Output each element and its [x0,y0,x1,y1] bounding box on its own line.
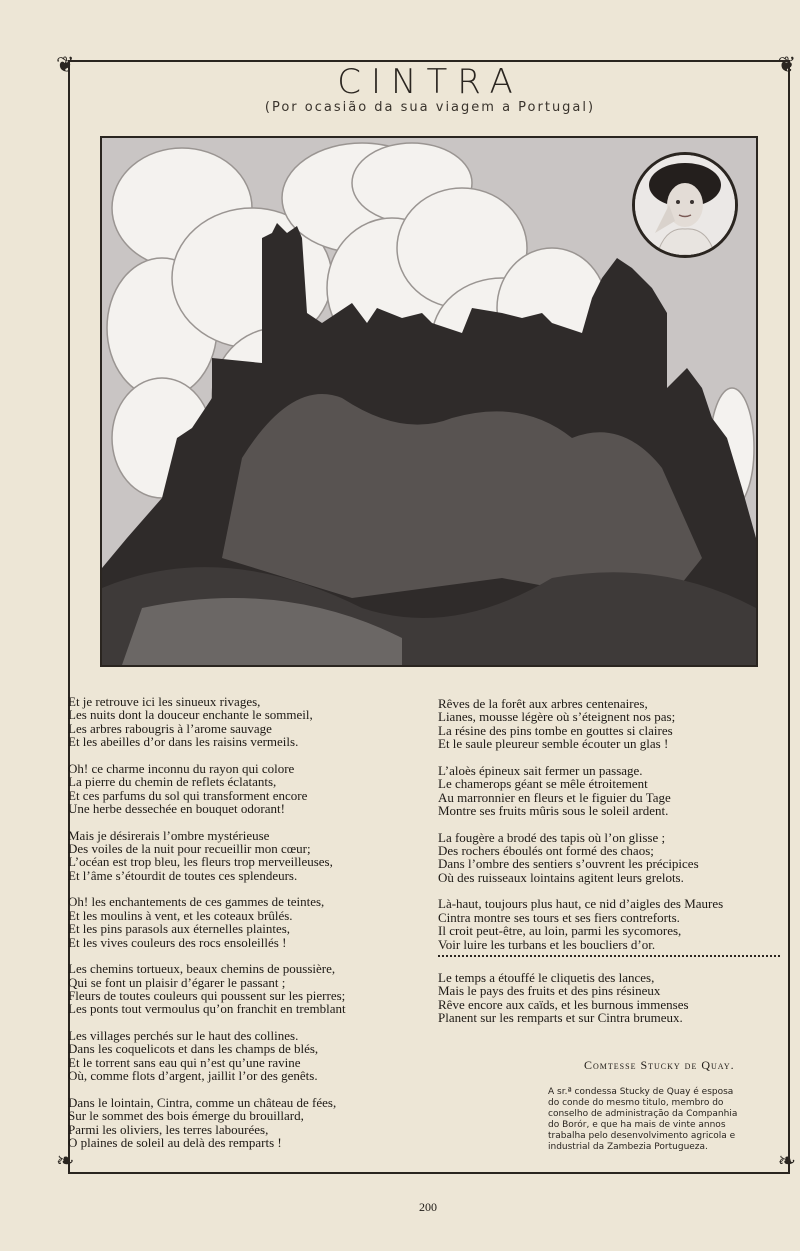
stanza [438,897,788,951]
corner-ornament-top-right: ❦ [777,52,796,77]
poem-line: Parmi les oliviers, les terres labourées, [68,1121,269,1137]
poem-line: Les chemins tortueux, beaux chemins de poussière, [68,961,336,977]
poem-line: Et ces parfums du sol qui transforment encore [68,787,308,803]
stanza [438,831,788,885]
author-signature: Comtesse Stucky de Quay. [584,1058,735,1072]
poem-line: Et je retrouve ici les sinueux rivages, [68,694,261,709]
portrait-photo [632,152,738,258]
stanza [438,697,788,751]
poem-line: Les arbres rabougris à l’arome sauvage [68,720,272,736]
poem-right-column [438,697,788,1038]
note-line: do Borór, e que ha mais de vinte annos [548,1120,726,1130]
poem-line: Et l’âme s’étourdit de toutes ces splendeurs. [68,867,298,883]
poem-line: La fougère a brodé des tapis où l’on glisse ; [438,829,666,845]
poem-line: Là-haut, toujours plus haut, ce nid d’aigles des Maures [438,896,724,912]
poem-line: O plaines de soleil au delà des remparts ! [68,1135,282,1151]
poem-line: Et le saule pleureur semble écouter un glas ! [438,736,669,752]
poem-line: La résine des pins tombe en gouttes si claires [438,722,673,738]
poem-line: Où des ruisseaux lointains agitent leurs grelots. [438,869,684,885]
poem-line: La pierre du chemin de reflets éclatants, [68,774,277,790]
corner-ornament-top-left: ❦ [56,52,75,77]
stanza [68,695,423,749]
corner-ornament-bottom-left: ❧ [56,1148,75,1173]
poem-line: Qui se font un plaisir d’égarer le passant ; [68,974,286,990]
poem-left-column [68,695,423,1163]
page-subtitle: (Por ocasião da sua viagem a Portugal) [264,100,596,115]
author-note [548,1087,786,1153]
stanza [438,764,788,818]
poem-line: Oh! les enchantements de ces gammes de teintes, [68,894,325,910]
dotted-separator [438,955,780,957]
note-line: trabalha pelo desenvolvimento agricola e [548,1131,736,1141]
poem-line: Cintra montre ses tours et ses fiers contreforts. [438,909,680,925]
poem-line: Voir luire les turbans et les boucliers d’or. [438,936,656,952]
poem-line: Les villages perchés sur le haut des collines. [68,1028,299,1044]
poem-line: Dans le lointain, Cintra, comme un château de fées, [68,1094,337,1110]
poem-line: Les nuits dont la douceur enchante le sommeil, [68,707,313,723]
note-line: industrial da Zambezia Portugueza. [548,1142,708,1152]
poem-line: Et le torrent sans eau qui n’est qu’une ravine [68,1054,301,1070]
poem-line: Le temps a étouffé le cliquetis des lances, [438,970,655,986]
poem-line: Le chamerops géant se mêle étroitement [438,776,648,792]
stanza [68,829,423,883]
poem-line: Dans les coquelicots et dans les champs de blés, [68,1041,319,1057]
poem-line: Et les moulins à vent, et les coteaux brûlés. [68,907,293,923]
page-title: CINTRA [337,62,523,102]
stanza [68,1096,423,1150]
stanza [68,962,423,1016]
poem-line: Au marronnier en fleurs et le figuier du Tage [438,789,671,805]
poem-line: Et les abeilles d’or dans les raisins vermeils. [68,734,299,750]
note-line: conselho de administração da Companhia [548,1109,738,1119]
poem-line: Une herbe dessechée en bouquet odorant! [68,801,285,817]
corner-ornament-bottom-right: ❧ [777,1148,796,1173]
stanza [68,1029,423,1083]
page-number: 200 [419,1200,437,1214]
poem-line: Où, comme flots d’argent, jaillit l’or des genêts. [68,1068,318,1084]
poem-line: Oh! ce charme inconnu du rayon qui colore [68,760,295,776]
poem-line: Rêve encore aux caïds, et les burnous immenses [438,996,689,1012]
poem-line: Il croit peut-être, au loin, parmi les sycomores, [438,923,682,939]
poem-line: Montre ses fruits mûris sous le soleil ardent. [438,803,669,819]
poem-line: L’océan est trop bleu, les fleurs trop merveilleuses, [68,854,333,870]
poem-line: Planent sur les remparts et sur Cintra brumeux. [438,1010,683,1026]
poem-line: Sur le sommet des bois émerge du brouillard, [68,1108,304,1124]
poem-line: Des voiles de la nuit pour recueillir mon cœur; [68,841,311,857]
stanza [68,895,423,949]
poem-line: Et les pins parasols aux éternelles plaintes, [68,921,291,937]
note-line: A sr.ª condessa Stucky de Quay é esposa [548,1087,734,1097]
stanza [68,762,423,816]
poem-line: Rêves de la forêt aux arbres centenaires, [438,696,648,711]
poem-line: Fleurs de toutes couleurs qui poussent sur les pierres; [68,988,346,1004]
poem-line: L’aloès épineux sait fermer un passage. [438,762,643,778]
final-stanza [438,971,788,1025]
poem-line: Mais le pays des fruits et des pins résineux [438,983,661,999]
poem-line: Et les vives couleurs des rocs ensoleillés ! [68,934,287,950]
poem-line: Lianes, mousse légère où s’éteignent nos pas; [438,709,676,725]
poem-line: Dans l’ombre des sentiers s’ouvrent les précipices [438,856,699,872]
poem-line: Des rochers éboulés ont formé des chaos; [438,843,654,859]
poem-line: Mais je désirerais l’ombre mystérieuse [68,827,270,843]
poem-line: Les ponts tout vermoulus qu’on franchit en tremblant [68,1001,346,1017]
note-line: do conde do mesmo titulo, membro do [548,1098,724,1108]
